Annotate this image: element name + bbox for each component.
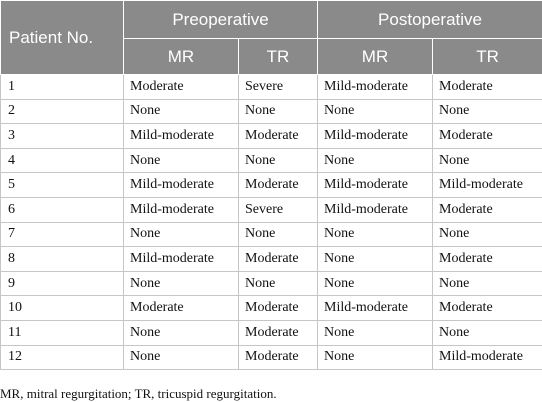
cell-pre-tr: Severe: [239, 197, 318, 222]
cell-pre-tr: None: [239, 271, 318, 296]
cell-pre-mr: Moderate: [124, 75, 239, 100]
cell-patient-no: 4: [1, 148, 124, 173]
cell-pre-mr: None: [124, 345, 239, 370]
table-row: [1, 222, 542, 247]
table-row: [1, 247, 542, 272]
cell-post-tr: Moderate: [433, 197, 542, 222]
cell-pre-mr: None: [124, 320, 239, 345]
header-postoperative: Postoperative: [318, 1, 542, 39]
table-header: [1, 1, 542, 75]
cell-post-mr: None: [318, 247, 433, 272]
cell-pre-tr: Moderate: [239, 320, 318, 345]
header-pre-mr: MR: [124, 39, 239, 75]
cell-post-mr: None: [318, 320, 433, 345]
table-row: [1, 75, 542, 100]
cell-post-mr: Mild-moderate: [318, 173, 433, 198]
table-row: [1, 296, 542, 321]
cell-post-tr: Moderate: [433, 75, 542, 100]
cell-pre-mr: Moderate: [124, 296, 239, 321]
cell-post-tr: Mild-moderate: [433, 173, 542, 198]
cell-post-tr: None: [433, 320, 542, 345]
cell-pre-tr: Moderate: [239, 173, 318, 198]
header-preoperative: Preoperative: [124, 1, 318, 39]
table-row: [1, 124, 542, 149]
cell-pre-mr: None: [124, 222, 239, 247]
cell-pre-tr: None: [239, 222, 318, 247]
cell-patient-no: 8: [1, 247, 124, 272]
cell-post-tr: None: [433, 148, 542, 173]
table-row: [1, 271, 542, 296]
table-row: [1, 173, 542, 198]
cell-patient-no: 10: [1, 296, 124, 321]
cell-pre-tr: Severe: [239, 75, 318, 100]
cell-post-mr: Mild-moderate: [318, 197, 433, 222]
cell-post-mr: None: [318, 345, 433, 370]
cell-pre-tr: Moderate: [239, 124, 318, 149]
cell-pre-mr: Mild-moderate: [124, 173, 239, 198]
cell-post-mr: Mild-moderate: [318, 296, 433, 321]
cell-post-tr: Moderate: [433, 296, 542, 321]
cell-patient-no: 6: [1, 197, 124, 222]
table-body: [1, 75, 542, 370]
table-row: [1, 99, 542, 124]
header-pre-tr: TR: [239, 39, 318, 75]
cell-pre-tr: None: [239, 148, 318, 173]
cell-patient-no: 12: [1, 345, 124, 370]
cell-patient-no: 7: [1, 222, 124, 247]
cell-pre-mr: None: [124, 148, 239, 173]
cell-post-mr: Mild-moderate: [318, 124, 433, 149]
table-row: [1, 197, 542, 222]
cell-post-mr: None: [318, 148, 433, 173]
cell-pre-tr: Moderate: [239, 296, 318, 321]
cell-post-mr: None: [318, 222, 433, 247]
cell-pre-mr: None: [124, 271, 239, 296]
cell-patient-no: 5: [1, 173, 124, 198]
cell-patient-no: 1: [1, 75, 124, 100]
cell-pre-tr: Moderate: [239, 247, 318, 272]
header-post-mr: MR: [318, 39, 433, 75]
cell-pre-mr: Mild-moderate: [124, 124, 239, 149]
cell-post-mr: None: [318, 271, 433, 296]
cell-post-mr: Mild-moderate: [318, 75, 433, 100]
cell-pre-mr: None: [124, 99, 239, 124]
cell-pre-mr: Mild-moderate: [124, 247, 239, 272]
table-row: [1, 345, 542, 370]
cell-post-tr: None: [433, 271, 542, 296]
table-footnote: MR, mitral regurgitation; TR, tricuspid regurgitation.: [0, 386, 277, 401]
header-patient-no: Patient No.: [1, 1, 124, 75]
table-row: [1, 148, 542, 173]
cell-post-tr: Moderate: [433, 247, 542, 272]
cell-patient-no: 2: [1, 99, 124, 124]
cell-post-mr: None: [318, 99, 433, 124]
cell-patient-no: 9: [1, 271, 124, 296]
cell-post-tr: None: [433, 99, 542, 124]
cell-post-tr: Mild-moderate: [433, 345, 542, 370]
header-post-tr: TR: [433, 39, 542, 75]
cell-post-tr: None: [433, 222, 542, 247]
cell-pre-tr: Moderate: [239, 345, 318, 370]
cell-pre-mr: Mild-moderate: [124, 197, 239, 222]
cell-patient-no: 11: [1, 320, 124, 345]
cell-patient-no: 3: [1, 124, 124, 149]
cell-pre-tr: None: [239, 99, 318, 124]
cell-post-tr: Moderate: [433, 124, 542, 149]
table-row: [1, 320, 542, 345]
